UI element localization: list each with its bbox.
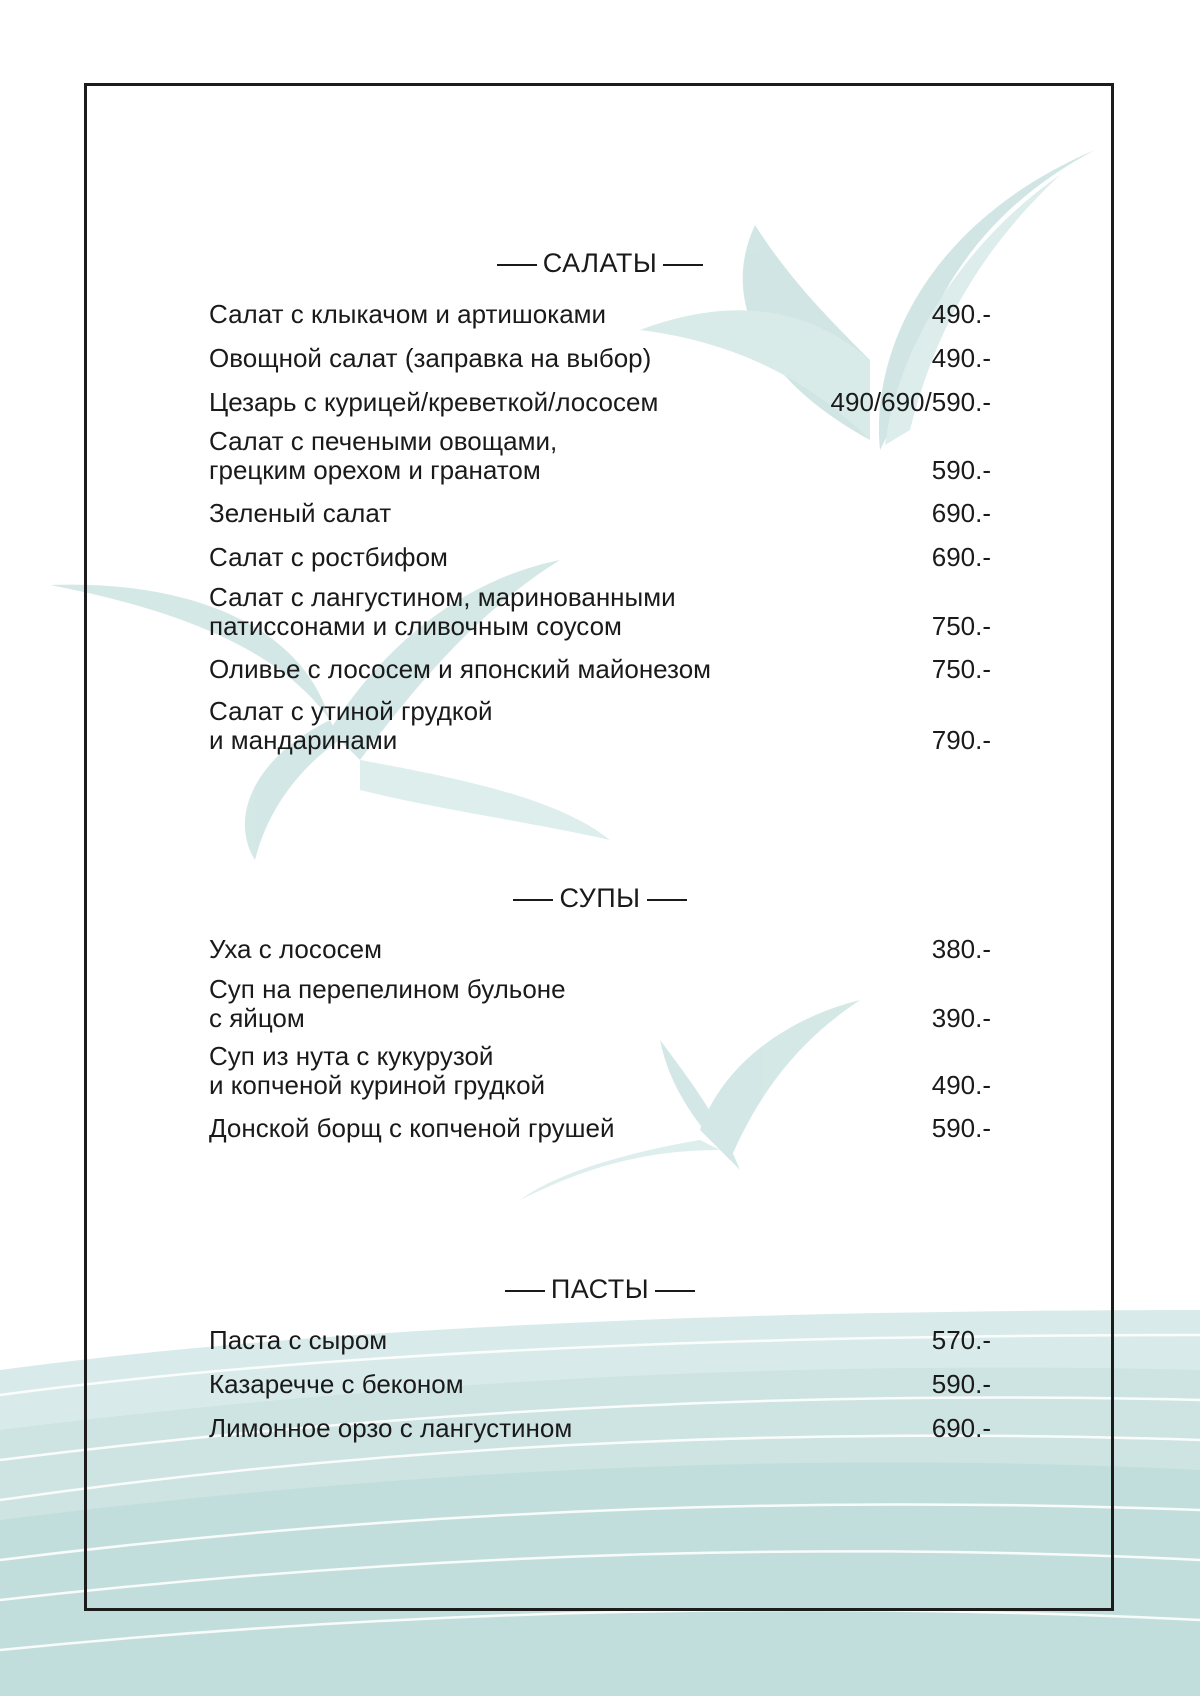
item-name: Оливье с лососем и японский майонезом xyxy=(209,654,712,684)
item-name: Овощной салат (заправка на выбор) xyxy=(209,343,652,373)
item-price: 750.- xyxy=(931,654,991,684)
item-price: 490/690/590.- xyxy=(830,387,991,417)
section-heading-pasta xyxy=(0,1273,1200,1305)
heading-dash-left xyxy=(505,1290,545,1292)
item-price: 590.- xyxy=(931,1113,991,1143)
section-heading-salads xyxy=(0,247,1200,279)
item-name-line-1: Суп из нута с кукурузой xyxy=(209,1041,494,1071)
item-name-line-1: Салат с лангустином, маринованными xyxy=(209,582,676,612)
item-price: 380.- xyxy=(931,934,991,964)
menu-item xyxy=(209,300,991,329)
item-name-line-1: Салат с печеными овощами, xyxy=(209,426,558,456)
item-price: 490.- xyxy=(931,1070,991,1100)
item-price: 690.- xyxy=(931,1413,991,1443)
item-price: 690.- xyxy=(931,542,991,572)
item-name-line-1: Суп на перепелином бульоне xyxy=(209,974,566,1004)
item-price: 490.- xyxy=(931,343,991,373)
item-price: 590.- xyxy=(931,455,991,485)
item-price: 570.- xyxy=(931,1325,991,1355)
item-name-line-2: грецким орехом и гранатом xyxy=(209,455,541,485)
section-title: САЛАТЫ xyxy=(542,248,658,278)
menu-item xyxy=(209,1042,991,1100)
item-name-line-2: и мандаринами xyxy=(209,725,398,755)
section-title: СУПЫ xyxy=(559,883,641,913)
item-name: Паста с сыром xyxy=(209,1325,388,1355)
menu-item xyxy=(209,499,991,528)
item-name: Донской борщ с копченой грушей xyxy=(209,1113,615,1143)
menu-item xyxy=(209,427,991,485)
menu-item xyxy=(209,655,991,684)
item-name-line-1: Салат с утиной грудкой xyxy=(209,696,493,726)
item-price: 790.- xyxy=(931,725,991,755)
item-price: 590.- xyxy=(931,1369,991,1399)
item-name-line-2: и копченой куриной грудкой xyxy=(209,1070,546,1100)
heading-dash-right xyxy=(647,899,687,901)
section-heading-soups xyxy=(0,882,1200,914)
heading-dash-left xyxy=(513,899,553,901)
menu-item xyxy=(209,975,991,1033)
menu-item xyxy=(209,1326,991,1355)
menu-item xyxy=(209,1114,991,1143)
item-name: Салат с ростбифом xyxy=(209,542,448,572)
heading-dash-left xyxy=(497,264,537,266)
item-name: Салат с клыкачом и артишоками xyxy=(209,299,607,329)
menu-item xyxy=(209,344,991,373)
item-price: 490.- xyxy=(931,299,991,329)
menu-item xyxy=(209,1370,991,1399)
section-title: ПАСТЫ xyxy=(550,1274,650,1304)
menu-item xyxy=(209,935,991,964)
item-name: Зеленый салат xyxy=(209,498,392,528)
item-name: Уха с лососем xyxy=(209,934,382,964)
menu-item xyxy=(209,1414,991,1443)
item-price: 690.- xyxy=(931,498,991,528)
heading-dash-right xyxy=(663,264,703,266)
menu-item xyxy=(209,583,991,641)
heading-dash-right xyxy=(655,1290,695,1292)
menu-item xyxy=(209,388,991,417)
item-name: Казаречче с беконом xyxy=(209,1369,464,1399)
item-name-line-2: с яйцом xyxy=(209,1003,305,1033)
item-name: Лимонное орзо с лангустином xyxy=(209,1413,573,1443)
item-price: 750.- xyxy=(931,611,991,641)
menu-item xyxy=(209,543,991,572)
menu-item xyxy=(209,697,991,755)
item-name: Цезарь с курицей/креветкой/лососем xyxy=(209,387,659,417)
item-price: 390.- xyxy=(931,1003,991,1033)
item-name-line-2: патиссонами и сливочным соусом xyxy=(209,611,622,641)
